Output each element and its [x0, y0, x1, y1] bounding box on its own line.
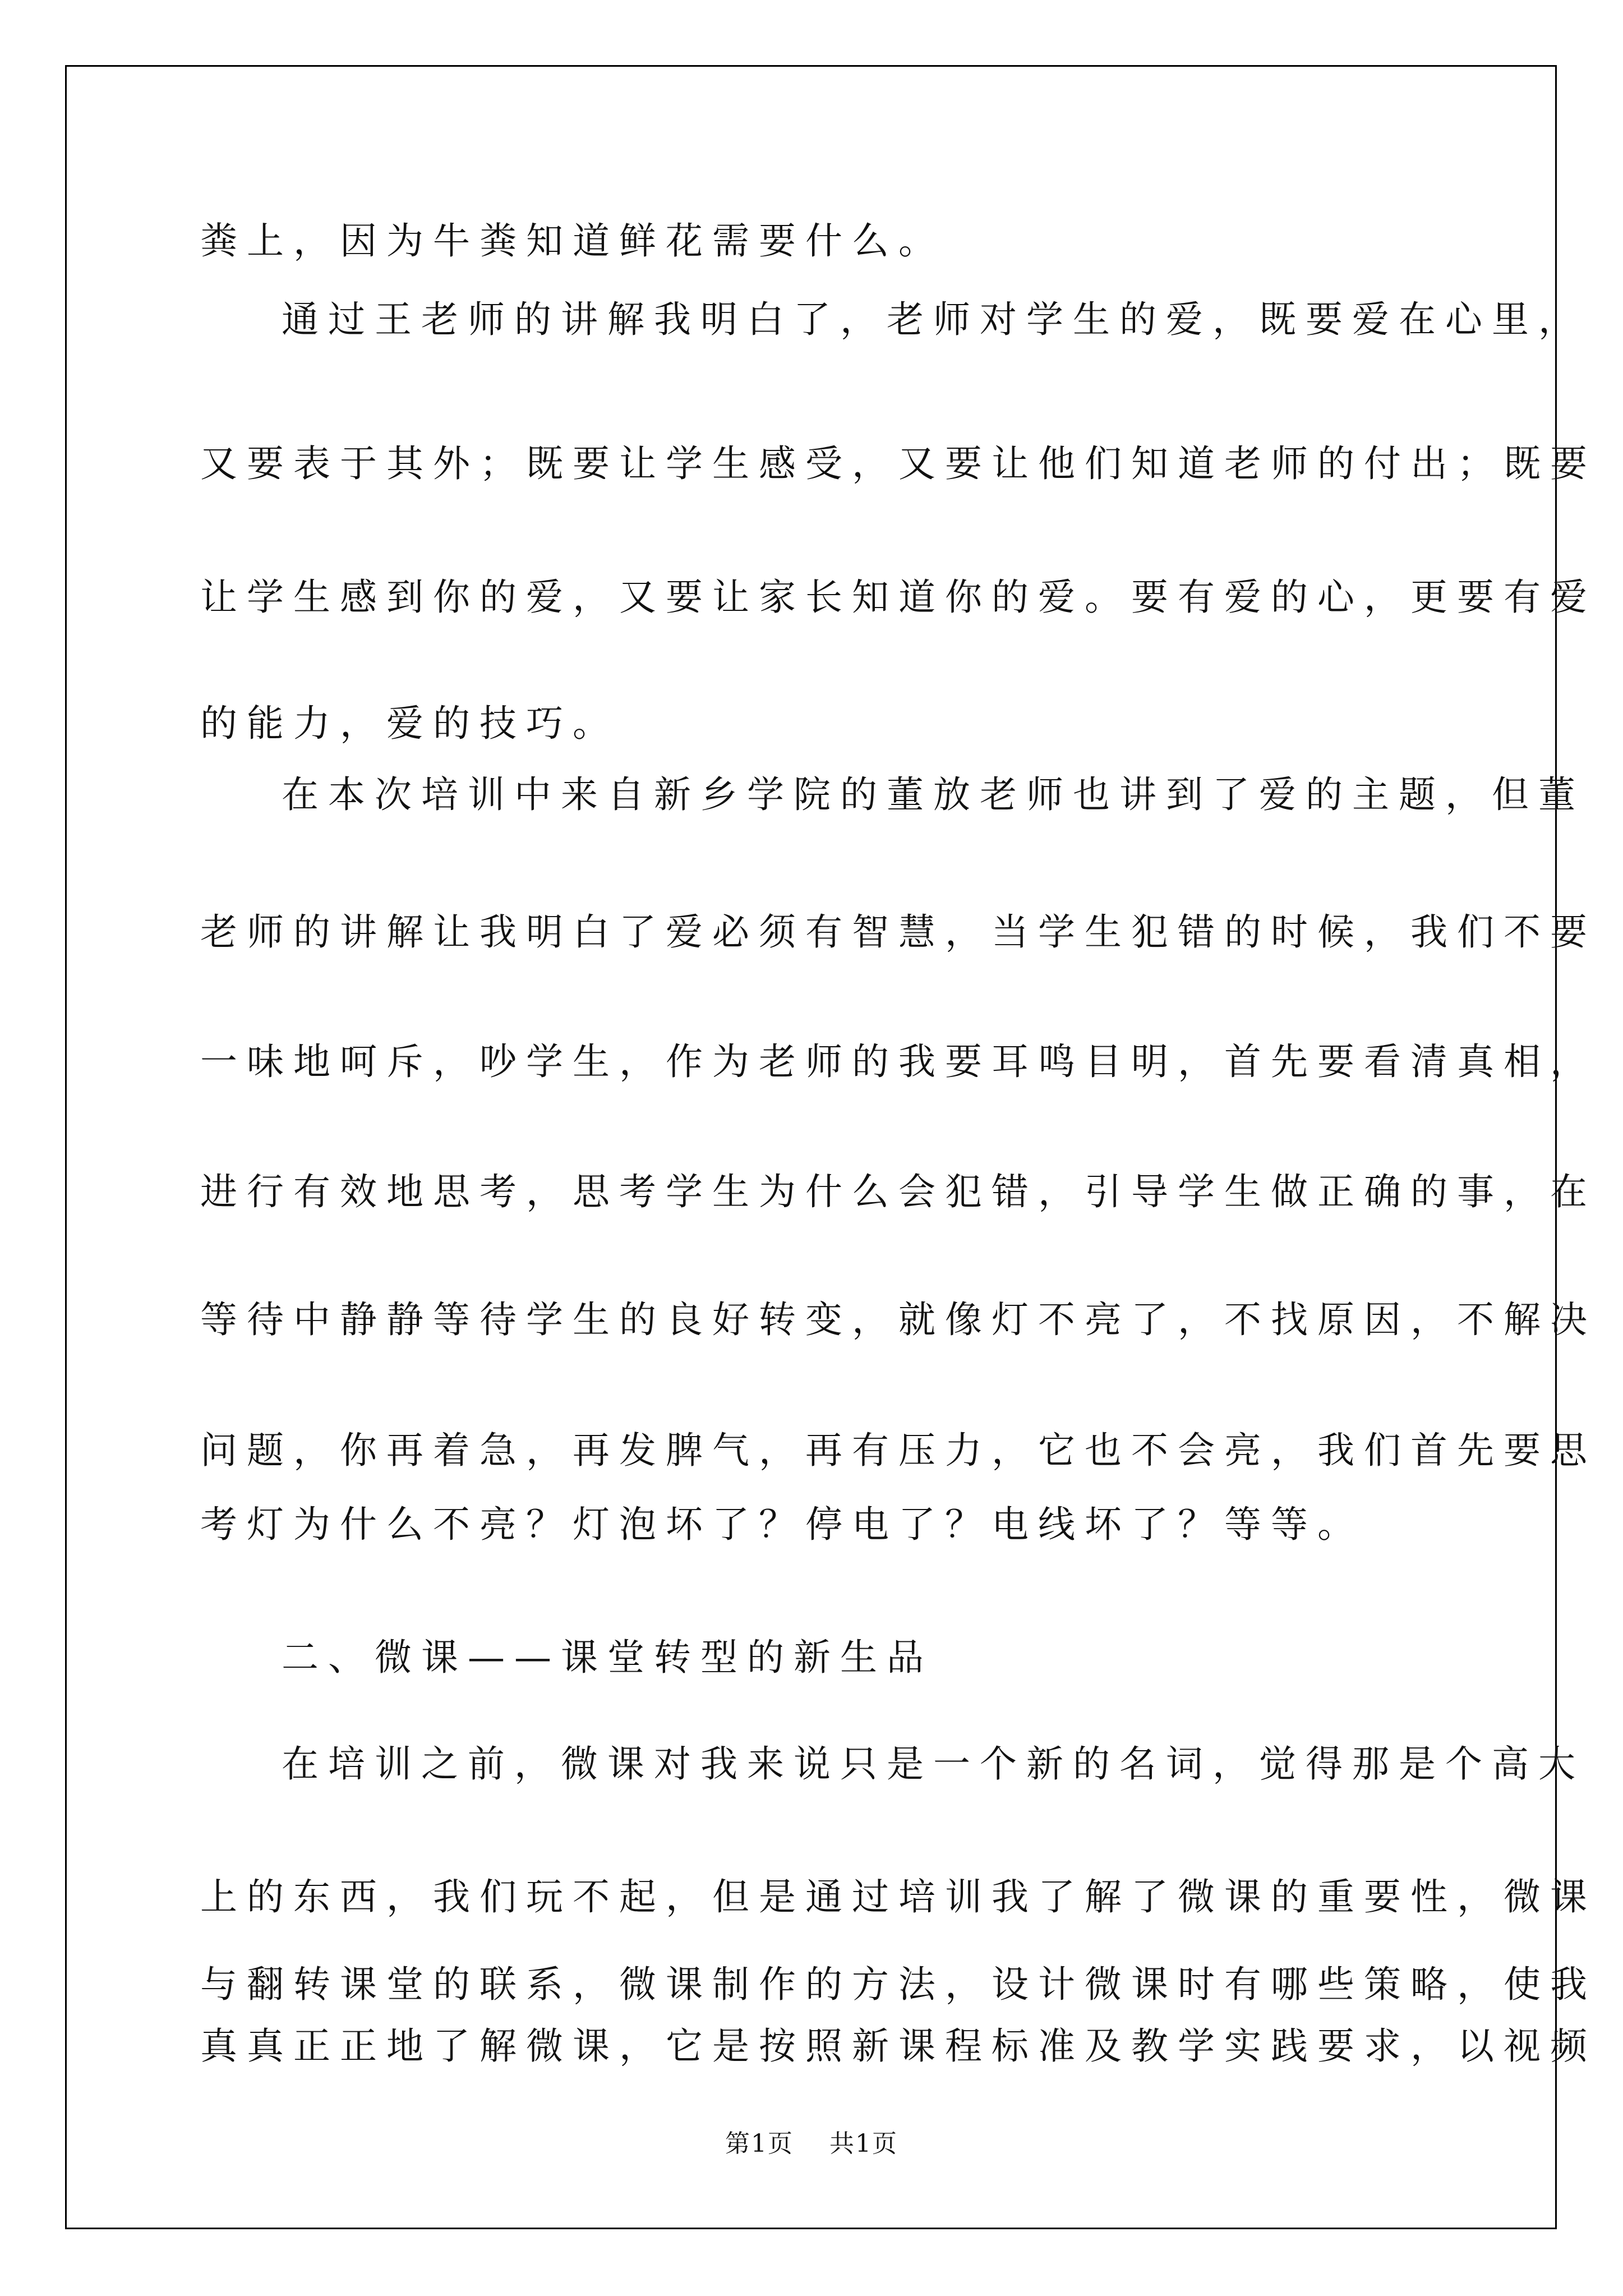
total-pages: 共1页 — [829, 2129, 898, 2158]
text-line: 粪上，因为牛粪知道鲜花需要什么。 — [200, 219, 945, 263]
text-line: 一味地呵斥，吵学生，作为老师的我要耳鸣目明，首先要看清真相， — [200, 1040, 1597, 1083]
text-line: 让学生感到你的爱，又要让家长知道你的爱。要有爱的心，更要有爱 — [200, 576, 1597, 619]
text-line: 又要表于其外；既要让学生感受，又要让他们知道老师的付出；既要 — [200, 442, 1597, 485]
text-line: 上的东西，我们玩不起，但是通过培训我了解了微课的重要性，微课 — [200, 1875, 1597, 1918]
text-line: 在培训之前，微课对我来说只是一个新的名词，觉得那是个高大 — [282, 1742, 1585, 1786]
text-line: 的能力，爱的技巧。 — [200, 702, 619, 745]
page-footer — [0, 2127, 1623, 2161]
text-line: 考灯为什么不亮？灯泡坏了？停电了？电线坏了？等等。 — [200, 1503, 1364, 1546]
section-heading: 二、微课——课堂转型的新生品 — [282, 1636, 933, 1679]
page-number: 第1页 — [725, 2129, 794, 2158]
text-line: 等待中静静等待学生的良好转变，就像灯不亮了，不找原因，不解决 — [200, 1298, 1597, 1341]
text-line: 进行有效地思考，思考学生为什么会犯错，引导学生做正确的事，在 — [200, 1170, 1597, 1213]
text-line: 通过王老师的讲解我明白了，老师对学生的爱，既要爱在心里， — [282, 298, 1585, 341]
text-line: 真真正正地了解微课，它是按照新课程标准及教学实践要求，以视频 — [200, 2024, 1597, 2068]
text-line: 问题，你再着急，再发脾气，再有压力，它也不会亮，我们首先要思 — [200, 1429, 1597, 1472]
text-line: 老师的讲解让我明白了爱必须有智慧，当学生犯错的时候，我们不要 — [200, 910, 1597, 954]
text-line: 与翻转课堂的联系，微课制作的方法，设计微课时有哪些策略，使我 — [200, 1963, 1597, 2006]
text-line: 在本次培训中来自新乡学院的董放老师也讲到了爱的主题，但董 — [282, 773, 1585, 816]
